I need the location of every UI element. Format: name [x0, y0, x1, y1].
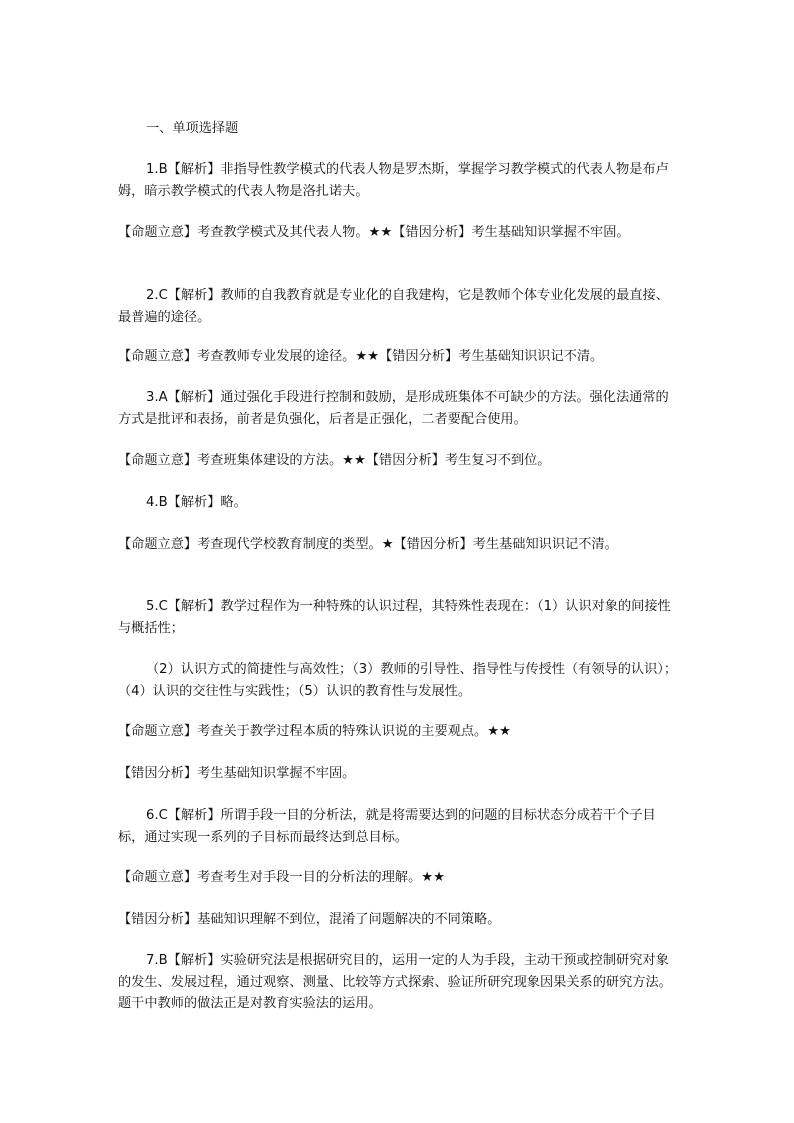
- answer-5-analysis: 5.C【解析】教学过程作为一种特殊的认识过程，其特殊性表现在：（1）认识对象的间接性与概括性；: [118, 599, 671, 636]
- answer-1-intent: 【命题立意】考查教学模式及其代表人物。★★【错因分析】考生基础知识掌握不牢固。: [118, 225, 630, 240]
- answer-6-analysis: 6.C【解析】所谓手段一目的分析法，就是将需要达到的问题的目标状态分成若干个子目标，通过实现一系列的子目标而最终达到总目标。: [118, 808, 656, 845]
- answer-3-intent: 【命题立意】考查班集体建设的方法。★★【错因分析】考生复习不到位。: [118, 453, 551, 468]
- answer-1-analysis: 1.B【解析】非指导性教学模式的代表人物是罗杰斯，掌握学习教学模式的代表人物是布卢姆，暗示教学模式的代表人物是洛扎诺夫。: [118, 162, 669, 199]
- answer-7-analysis: 7.B【解析】实验研究法是根据研究目的，运用一定的人为手段，主动干预或控制研究对象的发生、发展过程，通过观察、测量、比较等方式探索、验证所研究现象因果关系的研究方法。题干中教师的做法正是对教育实验法的运用。: [118, 953, 672, 1011]
- answer-5-intent: 【命题立意】考查关于教学过程本质的特殊认识说的主要观点。★★: [118, 724, 511, 739]
- answer-6-error-analysis: 【错因分析】基础知识理解不到位，混淆了问题解决的不同策略。: [118, 912, 501, 927]
- section-title: 一、单项选择题: [146, 121, 239, 136]
- answer-2-intent: 【命题立意】考查教师专业发展的途径。★★【错因分析】考生基础知识识记不清。: [118, 349, 604, 364]
- answer-2-analysis: 2.C【解析】教师的自我教育就是专业化的自我建构，它是教师个体专业化发展的最直接、最普遍的途径。: [118, 288, 669, 325]
- answer-4-analysis: 4.B【解析】略。: [146, 495, 247, 510]
- answer-4-intent: 【命题立意】考查现代学校教育制度的类型。★【错因分析】考生基础知识识记不清。: [118, 537, 618, 552]
- answer-3-analysis: 3.A【解析】通过强化手段进行控制和鼓励，是形成班集体不可缺少的方法。强化法通常的方式是批评和表扬，前者是负强化，后者是正强化，二者要配合使用。: [118, 390, 669, 427]
- answer-5-error-analysis: 【错因分析】考生基础知识掌握不牢固。: [118, 766, 356, 781]
- answer-6-intent: 【命题立意】考查考生对手段一目的分析法的理解。★★: [118, 870, 445, 885]
- answer-5-analysis-continued: （2）认识方式的简捷性与高效性；（3）教师的引导性、指导性与传授性（有领导的认识）；（4）认识的交往性与实践性；（5）认识的教育性与发展性。: [118, 662, 678, 699]
